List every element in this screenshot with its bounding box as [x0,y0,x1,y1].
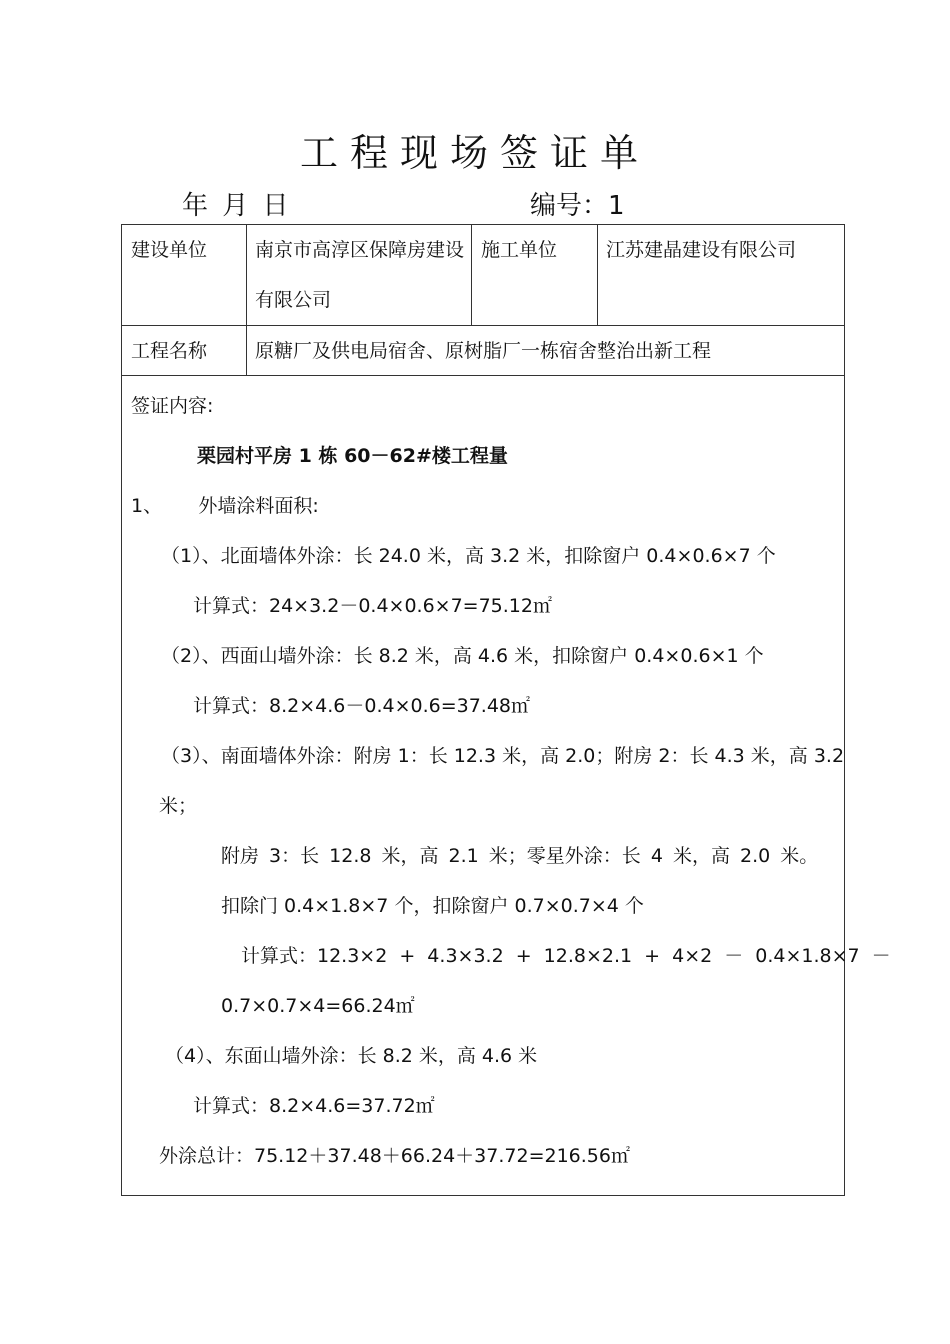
build-unit-label: 建设单位 [131,239,208,261]
east-wall-line: （4）、东面山墙外涂：长 8.2 米，高 4.6 米 [165,1045,538,1067]
build-unit-value: 南京市高淳区保障房建设有限公司 [255,239,465,311]
project-name-value: 原糖厂及供电局宿舍、原树脂厂一栋宿舍整治出新工程 [255,340,712,362]
visa-form-table [121,224,891,1196]
south-wall-line: （3）、南面墙体外涂：附房 1：长 12.3 米，高 2.0；附房 2：长 4.3 米，高 3.2 [161,745,845,767]
content-label: 签证内容: [131,395,214,417]
north-wall-calc: 计算式：24×3.2－0.4×0.6×7=75.12㎡ [193,595,552,617]
south-wall-calc-cont: 0.7×0.7×4=66.24㎡ [221,995,415,1017]
east-wall-calc: 计算式：8.2×4.6=37.72㎡ [193,1095,435,1117]
document-title: 工程现场签证单 [299,131,650,175]
south-wall-calc: 计算式：12.3×2 + 4.3×3.2 + 12.8×2.1 + 4×2 － 0.4×1.8×7 － [241,945,891,967]
column-divider [471,225,472,325]
column-divider [597,225,598,325]
south-wall-deduction: 扣除门 0.4×1.8×7 个，扣除窗户 0.7×0.7×4 个 [221,895,644,917]
serial-number: 编号：1 [530,191,625,221]
date-field: 年 月 日 [182,191,292,221]
south-wall-annex3: 附房 3：长 12.8 米，高 2.1 米；零星外涂：长 4 米，高 2.0 米。 [221,845,819,867]
west-wall-line: （2）、西面山墙外涂：长 8.2 米，高 4.6 米，扣除窗户 0.4×0.6×1 个 [161,645,764,667]
construct-unit-value: 江苏建晶建设有限公司 [606,239,797,261]
south-wall-line-cont: 米； [159,795,198,817]
column-divider [246,225,247,375]
item-exterior-paint: 1、 外墙涂料面积: [131,495,319,517]
construct-unit-label: 施工单位 [481,239,558,261]
west-wall-calc: 计算式：8.2×4.6－0.4×0.6=37.48㎡ [193,695,531,717]
project-name-label: 工程名称 [131,340,208,362]
exterior-total: 外涂总计：75.12＋37.48＋66.24＋37.72=216.56㎡ [159,1145,630,1167]
north-wall-line: （1）、北面墙体外涂：长 24.0 米，高 3.2 米，扣除窗户 0.4×0.6×7 个 [161,545,776,567]
content-heading: 栗园村平房 1 栋 60－62#楼工程量 [197,445,508,467]
